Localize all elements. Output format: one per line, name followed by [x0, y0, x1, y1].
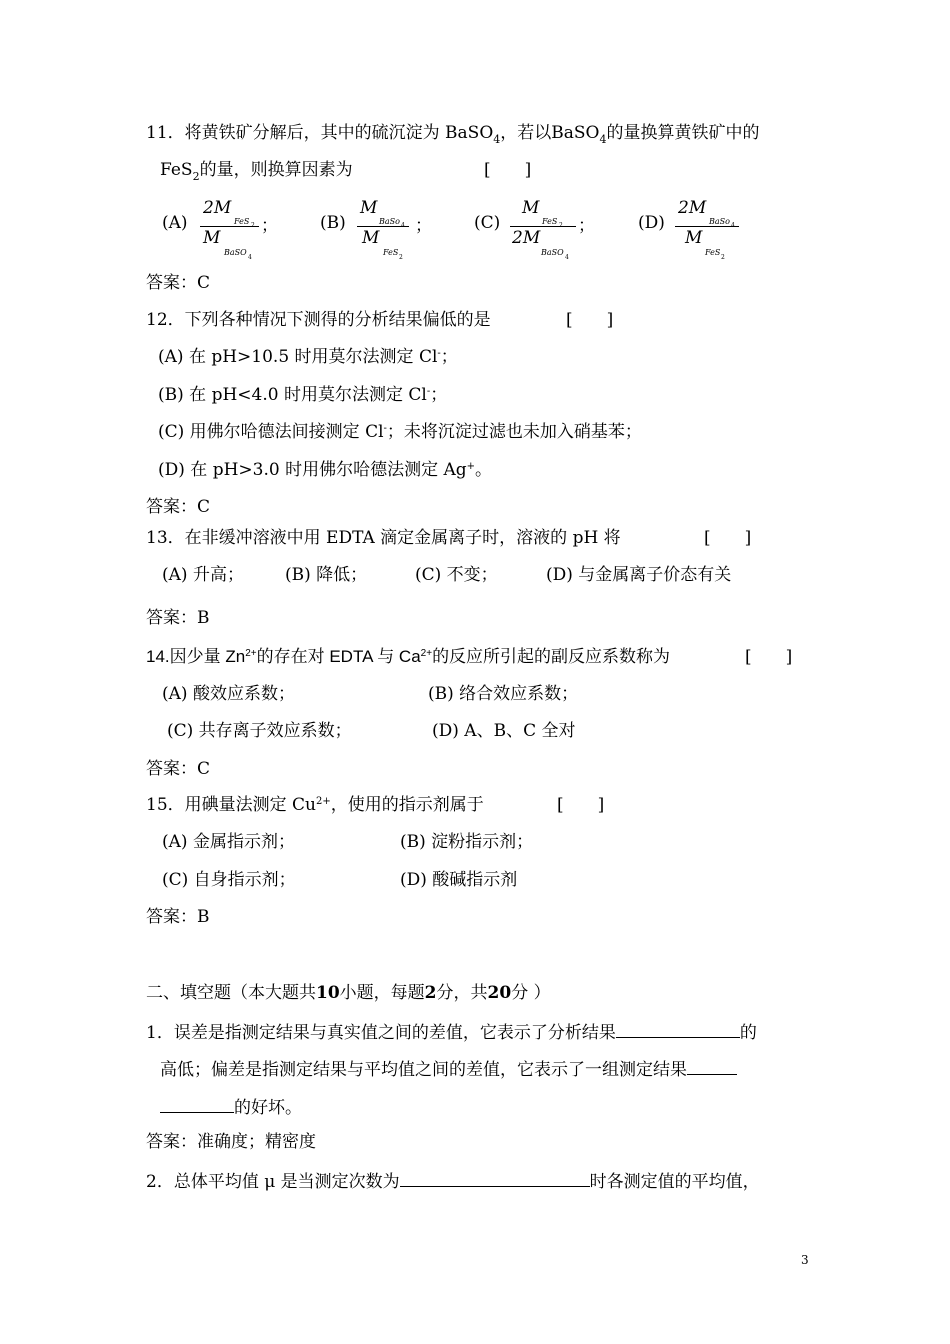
frac-den-sub4: 4: [565, 254, 569, 261]
frac-numerator: 2M: [203, 198, 232, 218]
f2-text-b: 时各测定值的平均值，: [589, 1172, 760, 1192]
q12-option-c-tail: ；未将沉淀过滤也未加入硝基苯；: [386, 422, 642, 442]
f1-text-a: 1．误差是指测定结果与真实值之间的差值，它表示了分析结果: [146, 1023, 616, 1043]
frac-den-sub: FeS: [383, 248, 399, 257]
q15-stem-b: ，使用的指示剂属于: [330, 795, 484, 815]
q11-sub4-2: 4: [599, 133, 607, 146]
q12-sup-minus: -: [426, 386, 431, 397]
section-2-heading: [146, 982, 551, 1004]
q15-option-b: (B) 淀粉指示剂；: [400, 832, 534, 852]
f2-line-1: [146, 1168, 760, 1193]
frac-denominator: M: [685, 228, 703, 248]
frac-num-sub4: 4: [731, 222, 735, 229]
frac-denominator: M: [362, 228, 380, 248]
section2-pre: 二、填空题（本大题共: [146, 983, 316, 1003]
q12-semi: ；: [440, 347, 458, 367]
q11-baso4: BaSO: [445, 123, 494, 143]
section2-points-each: 2: [424, 983, 437, 1003]
section2-count: 10: [316, 983, 340, 1003]
q12-option-a-text: (A) 在 pH>10.5 时用莫尔法测定 Cl: [158, 347, 438, 367]
f1-text-b: 的: [739, 1023, 757, 1043]
q15-option-a: (A) 金属指示剂；: [162, 832, 295, 852]
q15-bracket: [ ]: [557, 795, 605, 815]
q15-sup: 2+: [316, 796, 331, 807]
q14-sup-1: 2+: [245, 648, 257, 659]
f1-blank-1[interactable]: [616, 1019, 740, 1038]
q12-bracket: [ ]: [566, 310, 614, 330]
frac-den-sub: BaSO: [224, 248, 247, 257]
frac-num-sub2: 2: [559, 222, 563, 229]
q11-line-2: [160, 159, 353, 183]
f1-text-d: 的好坏。: [234, 1098, 302, 1118]
f2-blank-1[interactable]: [400, 1168, 590, 1187]
q14-sup-2: 2+: [420, 648, 433, 659]
q15-answer: 答案：B: [146, 907, 210, 927]
q13-option-c: (C) 不变；: [415, 565, 498, 585]
f2-text-a: 2．总体平均值 μ 是当测定次数为: [146, 1172, 400, 1192]
q11-option-a-label: (A): [162, 213, 188, 233]
frac-num-sub: FeS: [234, 217, 250, 226]
frac-num-sub4: 4: [401, 222, 405, 229]
frac-den-sub2: 2: [721, 254, 725, 261]
q13-option-d: (D) 与金属离子价态有关: [546, 565, 732, 585]
q11-option-b-fraction: [357, 196, 432, 264]
q12-sup-minus: -: [437, 348, 441, 359]
q14-option-b: (B) 络合效应系数；: [428, 684, 579, 704]
q15-option-d: (D) 酸碱指示剂: [400, 870, 518, 890]
q11-bracket: [ ]: [484, 160, 532, 180]
q11-option-a-fraction: [200, 196, 278, 264]
f1-line-1: [146, 1019, 757, 1044]
frac-denominator: M: [203, 228, 221, 248]
frac-den-sub2: 2: [399, 254, 403, 261]
page-number: 3: [801, 1253, 809, 1267]
q11-answer: 答案：C: [146, 273, 211, 293]
q11-option-c-label: (C): [474, 213, 501, 233]
frac-den-sub4: 4: [248, 254, 252, 261]
frac-num-sub2: 2: [251, 222, 255, 229]
q13-option-b: (B) 降低；: [285, 565, 368, 585]
section2-mid2: 分，共: [436, 983, 488, 1003]
q12-period: 。: [475, 460, 493, 480]
q13-answer: 答案：B: [146, 608, 210, 628]
q12-option-b-text: (B) 在 pH<4.0 时用莫尔法测定 Cl: [158, 385, 427, 405]
q12-option-c: [158, 421, 642, 446]
fraction-bar: [357, 226, 409, 227]
section2-mid1: 小题，每题: [339, 983, 425, 1003]
q11-baso4-2: BaSO: [551, 123, 600, 143]
q12-option-d: [158, 459, 492, 484]
frac-num-sub: BaSo: [379, 217, 400, 226]
q12-option-d-text: (D) 在 pH>3.0 时用佛尔哈德法测定 Ag: [158, 460, 467, 480]
q12-sup-plus: +: [466, 461, 476, 472]
q11-option-b-label: (B): [320, 213, 346, 233]
q11-stem-c: 的量换算黄铁矿中的: [606, 123, 760, 143]
q14-stem-c: 的反应所引起的副反应系数称为: [432, 647, 671, 666]
q11-stem-b: ，若以: [500, 123, 552, 143]
q15-option-c: (C) 自身指示剂；: [162, 870, 296, 890]
frac-den-sub: BaSO: [541, 248, 564, 257]
q14-answer: 答案：C: [146, 759, 211, 779]
q14-stem-b: 的存在对 EDTA 与 Ca: [256, 647, 421, 666]
q12-option-c-text: (C) 用佛尔哈德法间接测定 Cl: [158, 422, 384, 442]
fraction-bar: [200, 226, 259, 227]
semicolon: ；: [415, 216, 432, 236]
frac-den-sub: FeS: [705, 248, 721, 257]
q14-option-c: (C) 共存离子效应系数；: [167, 721, 352, 741]
q14-stem: [146, 646, 670, 671]
frac-num-sub: BaSo: [709, 217, 730, 226]
frac-numerator: M: [360, 198, 378, 218]
q11-stem-a: 11．将黄铁矿分解后，其中的硫沉淀为: [146, 123, 440, 143]
frac-num-sub: FeS: [542, 217, 558, 226]
q12-stem: 12．下列各种情况下测得的分析结果偏低的是: [146, 310, 491, 330]
q12-option-a: [158, 346, 458, 371]
q11-sub2: 2: [192, 170, 200, 183]
f1-line-3: [160, 1094, 302, 1119]
q11-sub4: 4: [493, 133, 501, 146]
q15-stem: [146, 794, 484, 819]
q13-option-a: (A) 升高；: [162, 565, 244, 585]
q12-semi: ；: [430, 385, 448, 405]
q12-answer: 答案：C: [146, 497, 211, 517]
f1-answer: 答案：准确度；精密度: [146, 1132, 316, 1152]
q11-option-d-label: (D): [638, 213, 665, 233]
q11-option-c-fraction: [510, 196, 595, 264]
q14-option-a: (A) 酸效应系数；: [162, 684, 295, 704]
q11-fes: FeS: [160, 160, 193, 180]
frac-denominator: 2M: [512, 228, 541, 248]
semicolon: ；: [261, 216, 278, 236]
frac-numerator: M: [522, 198, 540, 218]
fraction-bar: [510, 226, 576, 227]
f1-blank-2a[interactable]: [687, 1056, 737, 1075]
q14-stem-a: 14.因少量 Zn: [146, 647, 246, 666]
fraction-bar: [675, 226, 739, 227]
q13-bracket: [ ]: [704, 528, 752, 548]
f1-line-2: [160, 1056, 737, 1081]
q11-option-d-fraction: [675, 196, 750, 264]
section2-post: 分 ）: [511, 983, 551, 1003]
q14-bracket: [ ]: [745, 647, 793, 667]
section2-total: 20: [487, 983, 512, 1003]
frac-numerator: 2M: [678, 198, 707, 218]
q14-option-d: (D) A、B、C 全对: [432, 721, 576, 741]
q15-stem-a: 15．用碘量法测定 Cu: [146, 795, 316, 815]
q12-sup-minus: -: [383, 423, 387, 434]
f1-text-c: 高低；偏差是指测定结果与平均值之间的差值，它表示了一组测定结果: [160, 1060, 687, 1080]
semicolon: ；: [578, 216, 595, 236]
q11-line-1: [146, 122, 759, 146]
q13-stem: 13．在非缓冲溶液中用 EDTA 滴定金属离子时，溶液的 pH 将: [146, 528, 621, 548]
q12-option-b: [158, 384, 447, 409]
q11-stem-d: 的量，则换算因素为: [199, 160, 353, 180]
f1-blank-2b[interactable]: [160, 1094, 234, 1113]
